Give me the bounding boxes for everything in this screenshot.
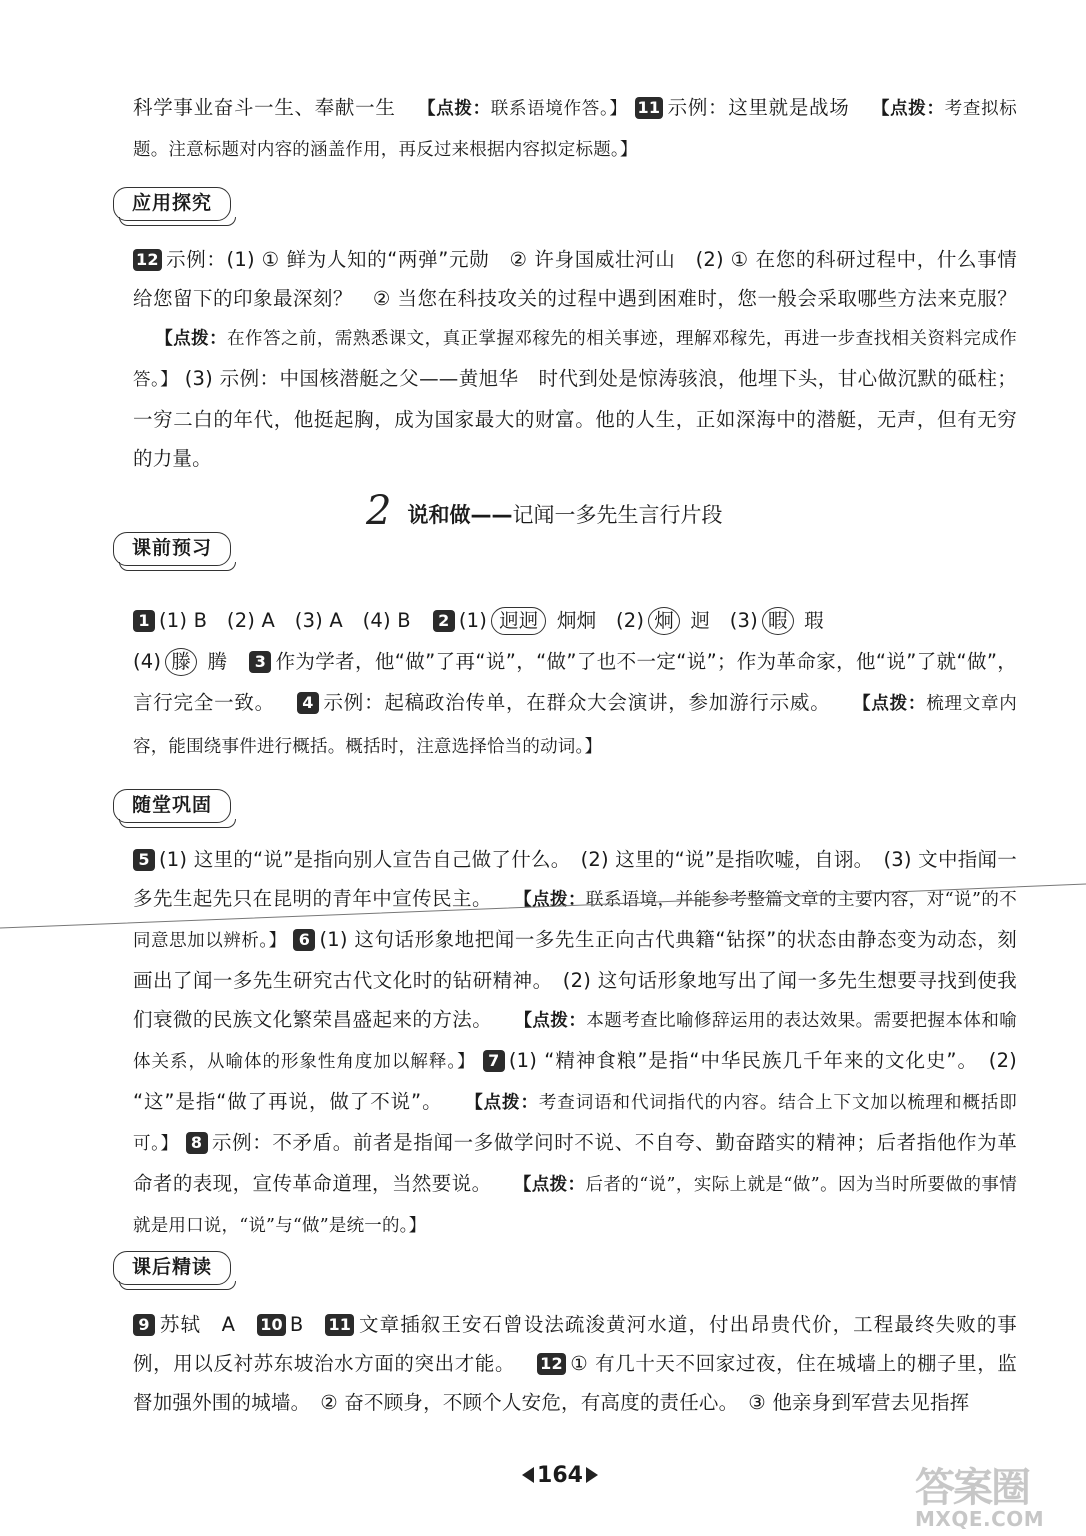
circled-answer: 迥迥 <box>491 607 546 635</box>
section-label-apply: 应用探究 <box>113 187 231 221</box>
question-number-badge: 4 <box>297 692 319 714</box>
question-number-badge: 10 <box>257 1314 286 1336</box>
triangle-right-icon <box>586 1467 598 1483</box>
hint: 【点拨：梳理文章内容，能围绕事件进行概括。概括时，注意选择恰当的动词。】 <box>133 694 1017 757</box>
paragraph-preview: 1 (1) B (2) A (3) A (4) B 2 (1) 迥迥 炯炯 (2) 炯 迥 (3) 暇 瑕 (4) 滕 腾 3 作为学者，他“做”了再“说”，“做”了也不一定“说”；作为革命家，他“说”了就“做”，言行完全一致。 4 示例：起稿政治传单，在群众大会演讲，参加游行示威。 【点拨：梳理文章内容，能围绕事件进行概括。概括时，注意选择恰当的动词。】 <box>133 609 1017 757</box>
section-label-preview: 课前预习 <box>113 532 231 566</box>
hint: 【点拨：本题考查比喻修辞运用的表达效果。需要把握本体和喻体关系，从喻体的形象性角度加以解释。】 <box>133 1011 1017 1072</box>
question-number-badge: 5 <box>133 849 155 871</box>
question-number-badge: 11 <box>635 97 664 119</box>
watermark <box>915 1465 1080 1532</box>
triangle-left-icon <box>522 1467 534 1483</box>
hint: 【点拨：联系语境作答。】 <box>417 99 628 119</box>
paragraph-class: 5 (1) 这里的“说”是指向别人宣告自己做了什么。 (2) 这里的“说”是指吹嘘，自诩。 (3) 文中指闻一多先生起先只在昆明的青年中宣传民主。 【点拨：联系语境，并能参考整篇文章的主要内容，对“说”的不同意思加以辨析。】 6 (1) 这句话形象地把闻一多先生正向古代典籍“钻探”的状态由静态变为动态，刻画出了闻一多先生研究古代文化时的钻研精神。 (2) 这句话形象地写出了闻一多先生想要寻找到使我们衰微的民族文化繁荣昌盛起来的方法。 【点拨：本题考查比喻修辞运用的表达效果。需要把握本体和喻体关系，从喻体的形象性角度加以解释。】 7 (1) “精神食粮”是指“中华民族几千年来的文化史”。 (2) “这”是指“做了再说，做了不说”。 【点拨：考查词语和代词指代的内容。结合上下文加以梳理和概括即可。】 8 示例：不矛盾。前者是指闻一多做学问时不说、不自夸、勤奋踏实的精神；后者指他作为革命者的表现，宣传革命道理，当然要说。 【点拨：后者的“说”，实际上就是“做”。因为当时所要做的事情就是用口说，“说”与“做”是统一的。】 <box>133 848 1017 1236</box>
section-label-class: 随堂巩固 <box>113 789 231 823</box>
hint: 【点拨：联系语境，并能参考整篇文章的主要内容，对“说”的不同意思加以辨析。】 <box>133 890 1017 951</box>
question-number-badge: 8 <box>186 1132 208 1154</box>
page-number: 164 <box>500 1460 620 1490</box>
hint: 【点拨：考查拟标题。注意标题对内容的涵盖作用，再反过来根据内容拟定标题。】 <box>133 99 1017 160</box>
circled-answer: 炯 <box>648 607 680 635</box>
hint: 【点拨：在作答之前，需熟悉课文，真正掌握邓稼先的相关事迹，理解邓稼先，再进一步查找相关资料完成作答。】 <box>133 329 1017 390</box>
scan-crease-line <box>0 880 1086 940</box>
paragraph-apply: 12 示例：(1) ① 鲜为人知的“两弹”元勋 ② 许身国威壮河山 (2) ① 在您的科研过程中，什么事情给您留下的印象最深刻？ ② 当您在科技攻关的过程中遇到困难时，您一般会采取哪些方法来克服？【点拨：在作答之前，需熟悉课文，真正掌握邓稼先的相关事迹，理解邓稼先，再进一步查找相关资料完成作答。】 (3) 示例：中国核潜艇之父——黄旭华 时代到处是惊涛骇浪，他埋下头，甘心做沉默的砥柱；一穷二白的年代，他挺起胸，成为国家最大的财富。他的人生，正如深海中的潜艇，无声，但有无穷的力量。 <box>133 248 1017 470</box>
watermark-url: MXQE.COM <box>915 1507 1045 1531</box>
lesson-number: 2 <box>366 488 392 534</box>
question-number-badge: 9 <box>133 1314 155 1336</box>
question-number-badge: 2 <box>433 610 455 632</box>
question-number-badge: 1 <box>133 610 155 632</box>
question-number-badge: 12 <box>133 249 162 271</box>
lesson-heading <box>366 488 722 532</box>
question-number-badge: 3 <box>249 651 271 673</box>
lesson-title: 说和做—— <box>407 503 513 527</box>
circled-answer: 滕 <box>165 648 197 676</box>
question-number-badge: 6 <box>293 929 315 951</box>
watermark-logo: 答案圈 <box>915 1465 1029 1511</box>
hint: 【点拨：后者的“说”，实际上就是“做”。因为当时所要做的事情就是用口说，“说”与“做”是统一的。】 <box>133 1175 1017 1236</box>
question-number-badge: 7 <box>483 1050 505 1072</box>
question-number-badge: 11 <box>325 1314 354 1336</box>
lesson-subtitle: 记闻一多先生言行片段 <box>512 503 723 527</box>
question-number-badge: 12 <box>537 1353 566 1375</box>
circled-answer: 暇 <box>762 607 794 635</box>
section-label-after: 课后精读 <box>113 1251 231 1285</box>
paragraph-top: 科学事业奋斗一生、奉献一生 【点拨：联系语境作答。】 11 示例：这里就是战场 【点拨：考查拟标题。注意标题对内容的涵盖作用，再反过来根据内容拟定标题。】 <box>133 96 1017 160</box>
paragraph-after: 9 苏轼 A 10 B 11 文章插叙王安石曾设法疏浚黄河水道，付出昂贵代价，工程最终失败的事例，用以反衬苏东坡治水方面的突出才能。 12 ① 有几十天不回家过夜，住在城墙上的棚子里，监督加强外围的城墙。 ② 奋不顾身，不顾个人安危，有高度的责任心。 ③ 他亲身到军营去见指挥 <box>133 1313 1017 1414</box>
hint: 【点拨：考查词语和代词指代的内容。结合上下文加以梳理和概括即可。】 <box>133 1093 1017 1154</box>
